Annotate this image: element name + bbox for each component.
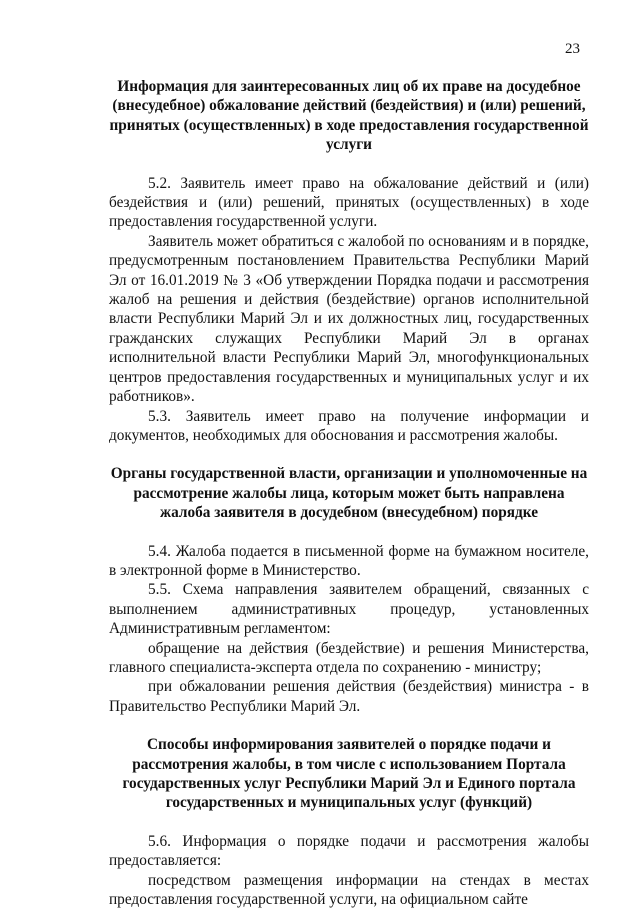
paragraph-5-6: 5.6. Информация о порядке подачи и рассмотрения жалобы предоставляется: [109, 832, 589, 870]
page-number: 23 [565, 41, 580, 57]
paragraph-5-2: 5.2. Заявитель имеет право на обжалование действий и (или) бездействия и (или) решений, принятых (осуществленных) в ходе предоставления государственной услуги. [109, 174, 589, 231]
paragraph-minister-appeal: при обжаловании решения действия (бездействия) министра - в Правительство Республики Марий Эл. [109, 678, 589, 715]
document-body [109, 77, 589, 909]
section-heading-informing-methods: Способы информирования заявителей о порядке подачи и рассмотрения жалобы, в том числе с использованием Портала государственных услуг Республики Марий Эл и Единого портала государственных и муниципальных услуг (функций) [122, 736, 576, 812]
paragraph-5-4: 5.4. Жалоба подается в письменной форме на бумажном носителе, в электронной форме в Министерство. [109, 542, 589, 579]
paragraph-complaint-grounds: Заявитель может обратиться с жалобой по основаниям и в порядке, предусмотренным постановлением Правительства Республики Марий Эл от 16.01.2019 № 3 «Об утверждении Порядка подачи и рассмотрения жалоб на решения и действия (бездействие) органов исполнительной власти Республики Марий Эл и их должностных лиц, государственных гражданских служащих Республики Марий Эл в органах исполнительной власти Республики Марий Эл, многофункциональных центров предоставления государственных и муниципальных услуг и их работников». [109, 232, 589, 406]
paragraph-5-5: 5.5. Схема направления заявителем обращений, связанных с выполнением административных процедур, установленных Административным регламентом: [109, 581, 589, 638]
section-heading-appeal-rights: Информация для заинтересованных лиц об их праве на досудебное (внесудебное) обжалование действий (бездействия) и (или) решений, принятых (осуществленных) в ходе предоставления государственной услуги [109, 78, 589, 154]
paragraph-ministry-appeal: обращение на действия (бездействие) и решения Министерства, главного специалиста-эксперта отдела по сохранению - министру; [109, 639, 589, 676]
paragraph-5-3: 5.3. Заявитель имеет право на получение информации и документов, необходимых для обоснования и рассмотрения жалобы. [109, 407, 589, 444]
section-heading-complaint-bodies: Органы государственной власти, организации и уполномоченные на рассмотрение жалобы лица, которым может быть направлена жалоба заявителя в досудебном (внесудебном) порядке [110, 465, 588, 522]
paragraph-stands-info: посредством размещения информации на стендах в местах предоставления государственной услуги, на официальном сайте [109, 871, 589, 909]
